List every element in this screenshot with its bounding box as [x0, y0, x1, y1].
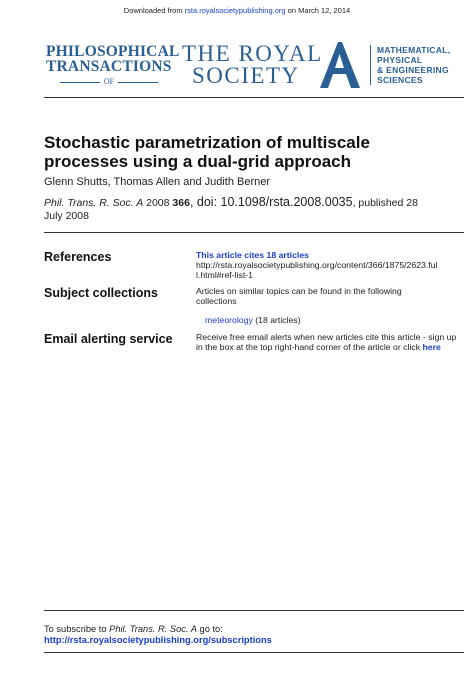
logo-sciences: [377, 45, 450, 85]
references-url-2[interactable]: l.html#ref-list-1: [196, 270, 253, 280]
subscribe-link[interactable]: http://rsta.royalsocietypublishing.org/subscriptions: [44, 635, 272, 645]
header-rule: [44, 97, 464, 98]
article-authors: Glenn Shutts, Thomas Allen and Judith Berner: [44, 176, 271, 188]
logo-royal-line2: SOCIETY: [192, 63, 300, 88]
citation-doi: , doi: 10.1098/rsta.2008.0035: [189, 195, 353, 209]
references-url-1[interactable]: http://rsta.royalsocietypublishing.org/content/366/1875/2623.ful: [196, 260, 438, 270]
journal-logo-text: [46, 44, 180, 74]
subscribe-journal: Phil. Trans. R. Soc. A: [109, 624, 197, 634]
logo-divider: [370, 45, 371, 85]
email-alerting-label: Email alerting service: [44, 332, 173, 346]
footer-rule-bottom: [44, 652, 464, 653]
download-date: on March 12, 2014: [287, 6, 351, 15]
email-text-1: Receive free email alerts when new articles cite this article - sign up: [196, 332, 457, 342]
citation-volume: 366: [172, 197, 190, 209]
download-source-link[interactable]: rsta.royalsocietypublishing.org: [184, 6, 286, 15]
logo-sciences-4: SCIENCES: [377, 75, 423, 85]
subject-collections-content: [196, 286, 464, 306]
references-link[interactable]: This article cites 18 articles: [196, 250, 310, 260]
article-citation: [44, 196, 459, 223]
logo-royal-line1: THE ROYAL: [182, 41, 323, 66]
footer-rule-top: [44, 610, 464, 611]
royal-society-a-logo-icon: [318, 40, 362, 90]
title-line-2: processes using a dual-grid approach: [44, 152, 352, 171]
citation-journal: Phil. Trans. R. Soc. A: [44, 197, 144, 209]
subjects-text-2: collections: [196, 296, 237, 306]
royal-society-logo-text: [182, 43, 323, 87]
email-alerting-content: [196, 332, 464, 352]
subscribe-prefix: To subscribe to: [44, 624, 110, 634]
logo-transactions: TRANSACTIONS: [46, 58, 172, 75]
citation-published: , published 28: [352, 197, 418, 209]
citation-year: 2008: [146, 197, 170, 209]
download-prefix: Downloaded from: [123, 6, 183, 15]
logo-sciences-3: & ENGINEERING: [377, 65, 449, 75]
references-content: [196, 250, 464, 280]
logo-of: OF: [46, 77, 172, 86]
references-label: References: [44, 250, 112, 264]
download-notice: [0, 6, 474, 15]
logo-philosophical: PHILOSOPHICAL: [46, 43, 180, 60]
logo-sciences-2: PHYSICAL: [377, 55, 423, 65]
meteorology-count: (18 articles): [252, 315, 301, 325]
email-text-2: in the box at the top right-hand corner of the article or click: [196, 342, 421, 352]
subject-collection-item: [205, 315, 473, 325]
meteorology-link[interactable]: meteorology: [205, 315, 253, 325]
subject-collections-label: Subject collections: [44, 286, 158, 300]
article-rule: [44, 232, 464, 233]
subscribe-suffix: go to:: [196, 624, 223, 634]
title-line-1: Stochastic parametrization of multiscale: [44, 133, 370, 152]
subjects-text-1: Articles on similar topics can be found in the following: [196, 286, 402, 296]
article-title: [44, 133, 464, 171]
email-here-link[interactable]: here: [422, 342, 441, 352]
logo-sciences-1: MATHEMATICAL,: [377, 45, 451, 55]
subscribe-notice: [44, 624, 272, 646]
citation-date: July 2008: [44, 210, 89, 222]
